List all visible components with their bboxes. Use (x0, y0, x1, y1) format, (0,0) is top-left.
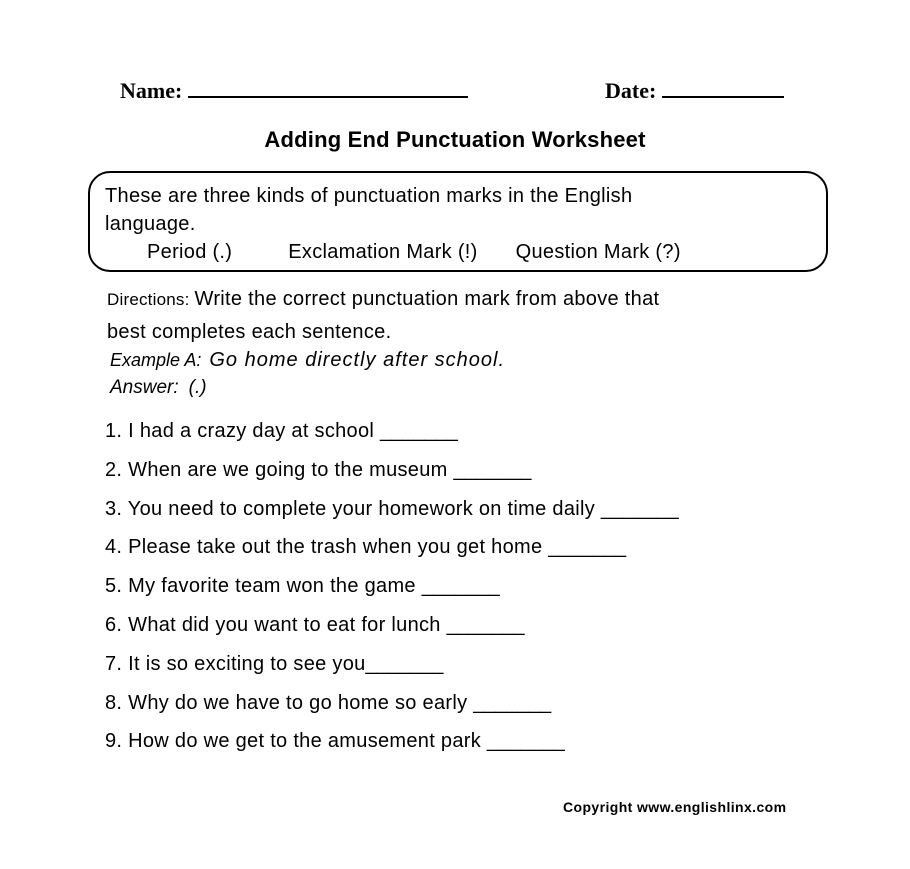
info-line-1: These are three kinds of punctuation marks in the English (105, 185, 633, 207)
sentence-list (105, 420, 885, 769)
answer-blank: _______ (453, 458, 532, 481)
item-number: 1. (105, 420, 123, 442)
answer-blank: _______ (380, 420, 458, 442)
item-text: When are we going to the museum (122, 458, 454, 481)
sentence-item (105, 614, 885, 653)
sentence-item (105, 653, 885, 692)
directions-text-line1: Write the correct punctuation mark from above that (194, 288, 660, 310)
example-sentence: Go home directly after school. (209, 349, 506, 371)
item-text: You need to complete your homework on time daily (122, 497, 601, 520)
answer-row (110, 377, 207, 399)
item-text: Why do we have to go home so early (122, 691, 474, 714)
punctuation-marks-line (105, 238, 810, 266)
punctuation-info-box (88, 171, 828, 272)
answer-blank: _______ (486, 730, 565, 753)
example-label: Example A: (110, 350, 202, 370)
directions-label: Directions: (107, 290, 190, 309)
item-number: 2. (105, 458, 123, 481)
date-field (605, 74, 784, 104)
item-text: Please take out the trash when you get home (122, 536, 549, 559)
sentence-item (105, 575, 885, 614)
date-label: Date: (605, 78, 657, 103)
copyright-text: Copyright www.englishlinx.com (563, 799, 787, 815)
info-line-2: language. (105, 213, 196, 235)
page-title: Adding End Punctuation Worksheet (264, 127, 646, 152)
item-text: My favorite team won the game (122, 575, 422, 598)
answer-blank: _______ (365, 652, 444, 675)
item-number: 6. (105, 613, 123, 636)
item-text: What did you want to eat for lunch (122, 613, 447, 636)
item-number: 8. (105, 691, 123, 714)
date-blank-line (662, 74, 784, 98)
sentence-item (105, 459, 885, 498)
name-blank-line (188, 74, 468, 98)
answer-blank: _______ (421, 575, 500, 598)
item-number: 9. (105, 730, 123, 753)
answer-value: (.) (188, 377, 207, 398)
directions-paragraph (107, 283, 867, 348)
answer-blank: _______ (473, 691, 552, 714)
item-number: 5. (105, 575, 123, 598)
question-mark-label: Question Mark (?) (515, 241, 681, 263)
period-mark-label: Period (.) (147, 241, 233, 263)
sentence-item (105, 692, 885, 731)
item-number: 4. (105, 536, 123, 559)
name-field (120, 74, 468, 104)
item-text: It is so exciting to see you (122, 652, 366, 675)
sentence-item (105, 498, 885, 537)
sentence-item (105, 730, 885, 769)
item-text: How do we get to the amusement park (122, 730, 487, 753)
item-number: 7. (105, 652, 123, 675)
directions-text-line2: best completes each sentence. (107, 321, 392, 343)
sentence-item (105, 536, 885, 575)
answer-blank: _______ (446, 613, 525, 636)
answer-blank: _______ (548, 536, 627, 559)
answer-label: Answer: (110, 377, 179, 398)
answer-blank: _______ (600, 497, 679, 520)
sentence-item (105, 420, 885, 459)
name-label: Name: (120, 78, 183, 103)
exclamation-mark-label: Exclamation Mark (!) (288, 241, 478, 263)
example-row (110, 349, 505, 372)
item-number: 3. (105, 497, 123, 520)
item-text: I had a crazy day at school (122, 420, 381, 442)
